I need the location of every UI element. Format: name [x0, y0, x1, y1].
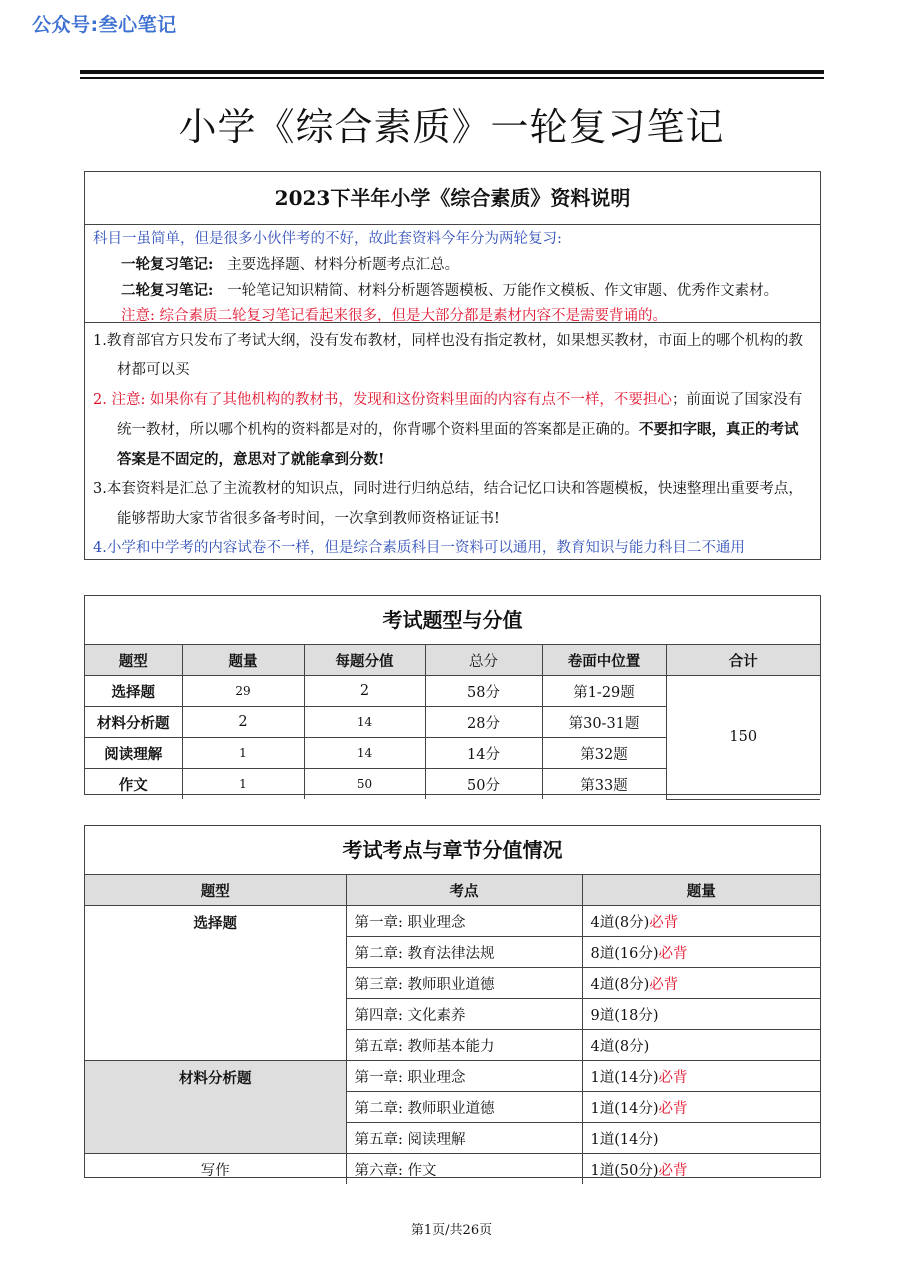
table-row: [85, 1154, 820, 1185]
must-memorize-flag: 必背: [658, 1100, 688, 1117]
score-table-header: 考试题型与分值: [85, 596, 820, 645]
page-footer: 第1页/共26页: [410, 1223, 493, 1238]
note-3: 3.本套资料是汇总了主流教材的知识点，同时进行归纳总结，结合记忆口诀和答题模板，快速整理出重要考点，能够帮助大家节省很多备考时间，一次拿到教师资格证证书!: [93, 481, 803, 527]
count-value: 8道(16分): [590, 945, 659, 962]
top-rule: [80, 70, 824, 74]
cell: 29: [182, 676, 304, 707]
round1-text: 主要选择题、材料分析题考点汇总。: [227, 257, 460, 273]
cell: 50分: [425, 769, 542, 800]
cell: 1: [182, 769, 304, 800]
point-cell: 第二章: 教师职业道德: [346, 1092, 582, 1123]
point-cell: 第三章: 教师职业道德: [346, 968, 582, 999]
col-type: 题型: [85, 875, 346, 906]
must-memorize-flag: 必背: [649, 914, 679, 931]
count-cell: [582, 999, 820, 1030]
note-2-plain: ；前面说了国家没有统一教材，所以哪个机构的资料都是对的，你背哪个资料里面的答案都是正确的。: [117, 391, 803, 438]
note-2-bold: 不要扣字眼，真正的考试答案是不固定的，意思对了就能拿到分数!: [117, 420, 799, 469]
col-count: 题量: [582, 875, 820, 906]
chapter-table-box: [84, 825, 821, 1178]
round1-label: 一轮复习笔记:: [121, 256, 214, 273]
col-sum: 合计: [666, 645, 820, 676]
count-value: 9道(18分): [590, 1007, 659, 1024]
col-count: 题量: [182, 645, 304, 676]
cell: 选择题: [85, 676, 182, 707]
count-value: 4道(8分): [590, 914, 650, 931]
cell: 作文: [85, 769, 182, 800]
must-memorize-flag: 必背: [658, 1069, 688, 1086]
cell: 2: [304, 676, 425, 707]
note-2-red: 2. 注意: 如果你有了其他机构的教材书，发现和这份资料里面的内容有点不一样，不要担心: [93, 391, 672, 408]
count-cell: [582, 937, 820, 968]
point-cell: 第五章: 阅读理解: [346, 1123, 582, 1154]
intro-line1: 科目一虽简单，但是很多小伙伴考的不好，故此套资料今年分为两轮复习:: [93, 231, 562, 247]
count-cell: [582, 1092, 820, 1123]
cell: 材料分析题: [85, 707, 182, 738]
count-cell: [582, 1123, 820, 1154]
count-value: 4道(8分): [590, 976, 650, 993]
total-cell: 150: [666, 676, 820, 800]
point-cell: 第一章: 职业理念: [346, 1061, 582, 1092]
point-cell: 第五章: 教师基本能力: [346, 1030, 582, 1061]
col-total: 总分: [425, 645, 542, 676]
count-cell: [582, 1154, 820, 1185]
notes-list: [85, 323, 820, 563]
count-cell: [582, 1030, 820, 1061]
note-4: 4.小学和中学考的内容试卷不一样，但是综合素质科目一资料可以通用，教育知识与能力科目二不通用: [93, 540, 745, 557]
score-table-box: [84, 595, 821, 795]
note-2: [93, 386, 812, 476]
intro-header: 2023下半年小学《综合素质》资料说明: [85, 172, 820, 225]
cell: 第1-29题: [542, 676, 666, 707]
cell: 1: [182, 738, 304, 769]
point-cell: 第二章: 教育法律法规: [346, 937, 582, 968]
type-cell: 写作: [85, 1154, 346, 1185]
cell: 第32题: [542, 738, 666, 769]
must-memorize-flag: 必背: [658, 945, 688, 962]
count-value: 1道(14分): [590, 1100, 659, 1117]
must-memorize-flag: 必背: [649, 976, 679, 993]
cell: 2: [182, 707, 304, 738]
intro-warning: 注意: 综合素质二轮复习笔记看起来很多，但是大部分都是素材内容不是需要背诵的。: [121, 308, 667, 324]
type-cell: 材料分析题: [85, 1061, 346, 1154]
table-row: [85, 906, 820, 937]
cell: 28分: [425, 707, 542, 738]
intro-summary: [85, 225, 820, 323]
cell: 14分: [425, 738, 542, 769]
table-row: [85, 1061, 820, 1092]
count-cell: [582, 968, 820, 999]
col-type: 题型: [85, 645, 182, 676]
type-cell: 选择题: [85, 906, 346, 1061]
col-each: 每题分值: [304, 645, 425, 676]
cell: 阅读理解: [85, 738, 182, 769]
cell: 第30-31题: [542, 707, 666, 738]
chapter-table-header: 考试考点与章节分值情况: [85, 826, 820, 875]
score-table: [85, 645, 820, 800]
col-position: 卷面中位置: [542, 645, 666, 676]
count-value: 1道(14分): [590, 1131, 659, 1148]
page-title: 小学《综合素质》一轮复习笔记: [178, 105, 725, 149]
cell: 第33题: [542, 769, 666, 800]
cell: 50: [304, 769, 425, 800]
cell: 14: [304, 738, 425, 769]
count-cell: [582, 906, 820, 937]
intro-line2: [93, 252, 812, 278]
point-cell: 第一章: 职业理念: [346, 906, 582, 937]
count-cell: [582, 1061, 820, 1092]
col-point: 考点: [346, 875, 582, 906]
round2-text: 一轮笔记知识精简、材料分析题答题模板、万能作文模板、作文审题、优秀作文素材。: [227, 283, 779, 299]
intro-line3: [93, 278, 812, 304]
intro-box: [84, 171, 821, 560]
count-value: 1道(14分): [590, 1069, 659, 1086]
cell: 58分: [425, 676, 542, 707]
must-memorize-flag: 必背: [658, 1162, 688, 1179]
count-value: 1道(50分): [590, 1162, 659, 1179]
note-1: 1.教育部官方只发布了考试大纲，没有发布教材，同样也没有指定教材，如果想买教材，市面上的哪个机构的教材都可以买: [93, 333, 803, 379]
top-rule-thin: [80, 77, 824, 79]
table-row: [85, 676, 820, 707]
round2-label: 二轮复习笔记:: [121, 282, 214, 299]
point-cell: 第六章: 作文: [346, 1154, 582, 1185]
count-value: 4道(8分): [590, 1038, 650, 1055]
chapter-table: [85, 875, 820, 1184]
watermark: 公众号:叁心笔记: [32, 14, 177, 36]
point-cell: 第四章: 文化素养: [346, 999, 582, 1030]
cell: 14: [304, 707, 425, 738]
